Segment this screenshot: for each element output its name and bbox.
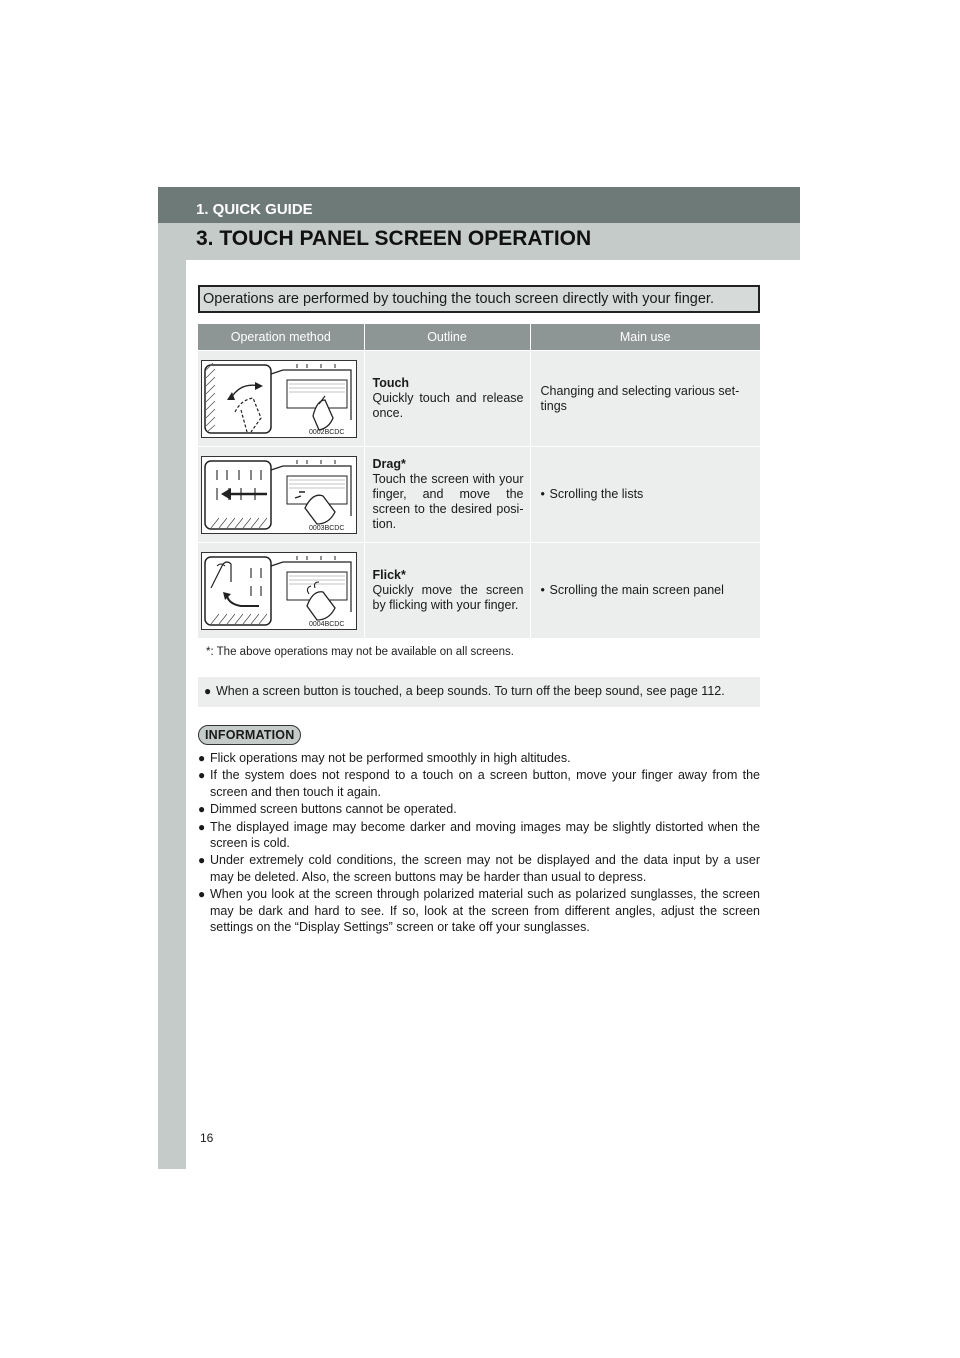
bullet-dot-icon: ● — [204, 684, 212, 698]
figure-code: 0003BCDC — [309, 524, 345, 532]
intro-box: Operations are performed by touching the touch screen directly with your finger. — [198, 285, 760, 313]
table-header-row — [198, 324, 760, 351]
figure-code: 0002BCDC — [309, 428, 345, 436]
bullet-dot-icon: ● — [198, 853, 206, 868]
note-box — [198, 677, 760, 707]
info-text: Flick operations may not be performed smoothly in high altitudes. — [210, 751, 571, 765]
drag-illustration — [201, 456, 357, 534]
operation-name: Drag* — [372, 457, 406, 471]
table-row — [198, 351, 760, 447]
table-row — [198, 447, 760, 543]
main-use-cell — [530, 351, 760, 447]
list-item — [198, 819, 760, 852]
page-number: 16 — [200, 1131, 214, 1145]
bullet-dot-icon: ● — [198, 887, 206, 902]
table-row — [198, 543, 760, 639]
operations-table — [198, 324, 760, 638]
title-band — [158, 223, 800, 260]
info-text: If the system does not respond to a touch on a screen button, move your finger away from the screen and then touch it again. — [210, 768, 760, 799]
list-item — [198, 801, 760, 817]
bullet: • — [540, 487, 545, 501]
bullet: • — [540, 583, 545, 597]
main-use-text: Scrolling the main screen panel — [549, 583, 724, 597]
bullet-dot-icon: ● — [198, 802, 206, 817]
main-use-cell — [530, 543, 760, 639]
section-header — [158, 187, 800, 223]
info-text: The displayed image may become darker and moving images may be slightly distorted when the screen is cold. — [210, 819, 760, 851]
operation-outline: Quickly move the screen by flicking with your finger. — [372, 583, 524, 612]
outline-cell — [364, 543, 530, 639]
bullet-dot-icon: ● — [198, 768, 206, 783]
figure-cell — [198, 447, 364, 543]
info-text: When you look at the screen through polarized material such as polarized sunglasses, the screen may be dark and hard to see. If so, look at the screen from different angles, adjust the screen settings on the “Display Settings” screen or take off your sunglasses. — [210, 887, 760, 935]
list-item — [198, 767, 760, 800]
information-badge: INFORMATION — [198, 725, 301, 745]
figure-cell — [198, 351, 364, 447]
flick-illustration — [201, 552, 357, 630]
operation-outline: Quickly touch and release once. — [372, 391, 524, 420]
header-main-use: Main use — [530, 324, 760, 351]
main-use-cell — [530, 447, 760, 543]
section-label: 1. QUICK GUIDE — [196, 201, 313, 218]
touch-illustration — [201, 360, 357, 438]
page-title: 3. TOUCH PANEL SCREEN OPERATION — [196, 227, 592, 250]
operation-outline: Touch the screen with your finger, and move the screen to the desired posi-tion. — [372, 472, 524, 531]
header-operation-method: Operation method — [198, 324, 364, 351]
outline-cell — [364, 447, 530, 543]
operation-name: Touch — [372, 376, 410, 390]
information-list — [198, 750, 760, 935]
figure-code: 0004BCDC — [309, 620, 345, 628]
main-use-text: Changing and selecting various set-tings — [540, 383, 740, 413]
page-side-strip — [158, 187, 186, 1169]
figure-cell — [198, 543, 364, 639]
info-text: Dimmed screen buttons cannot be operated. — [210, 802, 457, 817]
outline-cell — [364, 351, 530, 447]
table-footnote: *: The above operations may not be available on all screens. — [206, 646, 514, 658]
list-item — [198, 886, 760, 935]
bullet-dot-icon: ● — [198, 751, 206, 765]
list-item — [198, 750, 760, 766]
list-item — [198, 852, 760, 885]
main-use-text: Scrolling the lists — [549, 487, 644, 501]
operation-name: Flick* — [372, 568, 406, 582]
note-text: When a screen button is touched, a beep sounds. To turn off the beep sound, see page 112. — [216, 684, 725, 698]
page-content — [198, 285, 760, 936]
header-outline: Outline — [364, 324, 530, 351]
bullet-dot-icon: ● — [198, 819, 206, 834]
info-text: Under extremely cold conditions, the screen may not be displayed and the data input by a user may be deleted. Also, the screen buttons may be harder than usual to depress. — [210, 853, 760, 884]
